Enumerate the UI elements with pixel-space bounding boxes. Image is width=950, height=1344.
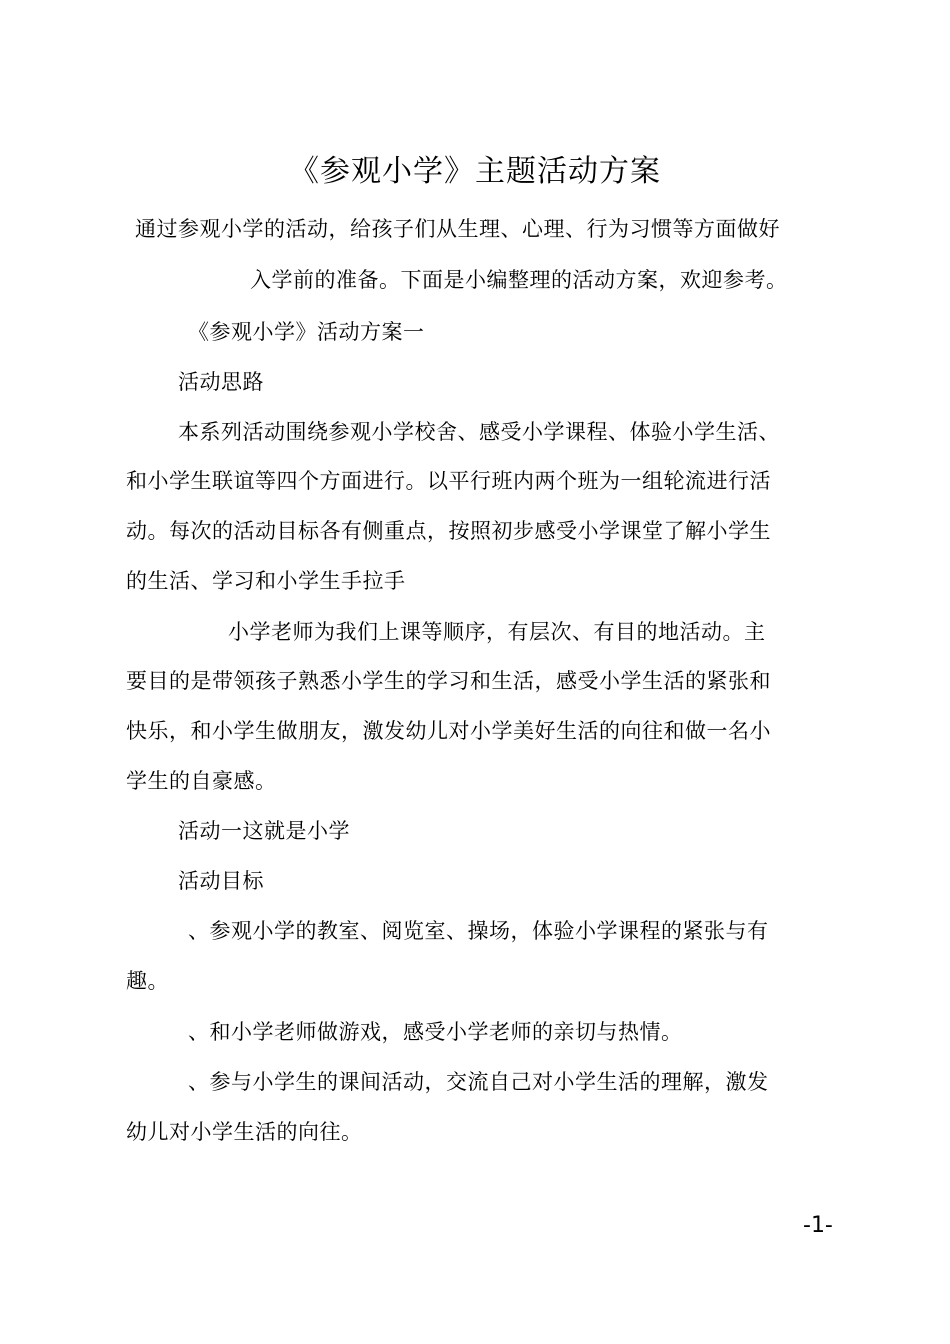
idea-paragraph-line-4: 的生活、学习和小学生手拉手 — [126, 569, 406, 593]
goal-paragraph-line-3: 快乐，和小学生做朋友，激发幼儿对小学美好生活的向往和做一名小 — [126, 719, 771, 743]
intro-line-2: 入学前的准备。下面是小编整理的活动方案，欢迎参考。 — [250, 268, 788, 292]
plan-heading: 《参观小学》活动方案一 — [188, 320, 425, 344]
idea-paragraph-line-1: 本系列活动围绕参观小学校舍、感受小学课程、体验小学生活、 — [178, 420, 780, 444]
idea-paragraph-line-2: 和小学生联谊等四个方面进行。以平行班内两个班为一组轮流进行活 — [126, 469, 771, 493]
activity-one-heading: 活动一这就是小学 — [178, 819, 350, 843]
page-number: -1- — [803, 1213, 833, 1238]
objective-line-3: 、和小学老师做游戏，感受小学老师的亲切与热情。 — [188, 1020, 683, 1044]
idea-heading: 活动思路 — [178, 370, 264, 394]
objectives-heading: 活动目标 — [178, 869, 264, 893]
goal-paragraph-line-2: 要目的是带领孩子熟悉小学生的学习和生活，感受小学生活的紧张和 — [126, 669, 771, 693]
document-title: 《参观小学》主题活动方案 — [289, 154, 661, 189]
objective-line-1: 、参观小学的教室、阅览室、操场，体验小学课程的紧张与有 — [188, 919, 769, 943]
intro-line-1: 通过参观小学的活动，给孩子们从生理、心理、行为习惯等方面做好 — [135, 217, 780, 241]
objective-line-2: 趣。 — [126, 969, 169, 993]
goal-paragraph-line-1: 小学老师为我们上课等顺序，有层次、有目的地活动。主 — [228, 620, 766, 644]
objective-line-5: 幼儿对小学生活的向往。 — [126, 1120, 363, 1144]
idea-paragraph-line-3: 动。每次的活动目标各有侧重点，按照初步感受小学课堂了解小学生 — [126, 519, 771, 543]
goal-paragraph-line-4: 学生的自豪感。 — [126, 769, 277, 793]
objective-line-4: 、参与小学生的课间活动，交流自己对小学生活的理解，激发 — [188, 1070, 769, 1094]
